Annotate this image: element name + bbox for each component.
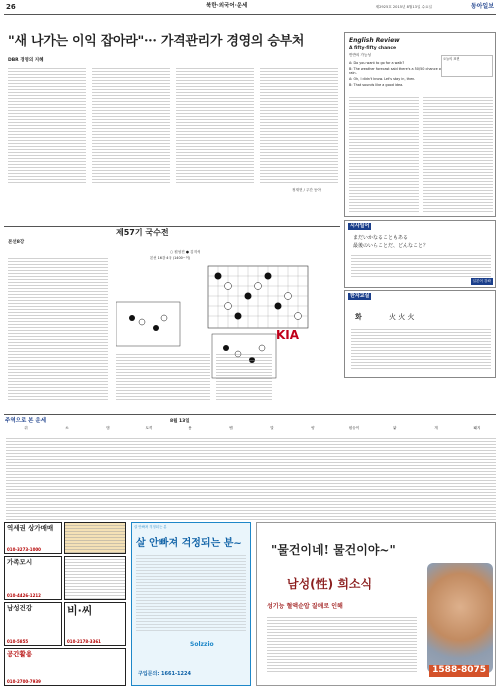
japanese-body [351,253,491,279]
classified-ad[interactable] [64,522,126,554]
diet-ad-brand: Solzzio [190,641,214,648]
horoscope-title: 주역으로 본 운세 [5,418,47,424]
english-review-title: English Review [349,37,400,44]
diet-ad[interactable] [131,522,251,686]
classified-ad[interactable] [64,602,126,646]
go-diagram-commentary-2 [216,352,272,402]
health-ad-photo [427,563,493,673]
hanja-body [351,327,491,371]
classified-ad-phone: 010-5855 [7,638,29,644]
japanese-line: まだいかなることもある [353,235,409,241]
classified-ads [4,522,127,686]
newspaper-brand: 동아일보 [470,3,494,10]
health-ad[interactable] [256,522,496,686]
english-review-subtitle: A fifty-fifty chance [349,46,397,51]
classified-ad-phone: 010-2700-7939 [7,678,41,684]
horoscope-body [6,436,496,521]
health-ad-headline: 남성(性) 희소식 [287,577,373,591]
go-caption: 본선 16강 4국 (1400~이) [150,256,191,260]
english-column-2 [423,95,493,213]
english-review-korean: 반반의 가능성 [349,53,371,57]
horoscope-sign: 닭 [393,426,397,430]
go-commentary [8,256,108,402]
go-diagram-1 [116,302,180,346]
go-section-title: 제57기 국수전 [116,228,169,237]
japanese-lesson-box [344,220,496,288]
article-column-3 [176,66,254,184]
hanja-characters: 火 火 火 [389,313,415,321]
go-main-board [208,266,308,328]
hanja-word: 화 [355,313,362,321]
english-dialog-line: B: That sounds like a good idea. [349,83,404,87]
classified-ad-phone: 010-3273-1000 [7,546,41,552]
kia-logo: KIA [276,328,300,342]
english-note: 오늘의 표현 [441,55,493,77]
hanja-lesson-box [344,290,496,378]
english-dialog-line: B: The weather forecast said there's a 50/50 chance of rain. [349,67,442,76]
hanja-label: 한자교실 [350,293,370,299]
horoscope-sign: 뱀 [229,426,233,430]
diet-ad-top-text: 살 안빠져 걱정되는 분 [134,525,167,529]
health-ad-body [267,615,417,673]
japanese-line: 最後のいらことだ、どんなこと？ [353,243,429,249]
classified-ad[interactable] [64,556,126,600]
go-section-rule [4,226,340,227]
english-dialog-line: A: Oh, I didn't know. Let's stay in, then. [349,77,416,81]
go-players: ○ 원성진 ● 김지석 [170,250,201,254]
diet-ad-body [136,553,246,633]
classified-ad-title: 비·씨 [67,604,93,617]
japanese-footer: 일본어 강좌 [472,279,491,284]
horoscope-sign: 양 [311,426,315,430]
classified-ad[interactable] [4,556,62,600]
diet-ad-phone: 구입문의: 1661-1224 [138,671,191,677]
classified-ad-phone: 010-4426-1212 [7,592,41,598]
page-number: 26 [6,3,16,11]
horoscope-sign: 용 [188,426,192,430]
horoscope-sign: 토끼 [145,426,153,430]
horoscope-sign: 범 [106,426,110,430]
article-byline: 정재현 / 주간 동아 [292,188,321,192]
header-rule [4,14,496,15]
article-headline: "새 나가는 이익 잡아라"··· 가격관리가 경영의 승부처 [8,34,305,49]
go-diagram-commentary [116,352,210,402]
health-ad-phone: 1588-8075 [429,665,489,677]
english-review-box [344,32,496,217]
article-subtitle: DBR 경영의 지혜 [8,58,44,63]
horoscope-sign: 돼지 [473,426,481,430]
classified-ad-title: 가족모시 [7,558,33,566]
horoscope-signs [6,426,496,436]
horoscope-sign: 쥐 [24,426,28,430]
section-title: 북한·외국어·운세 [206,3,248,9]
horoscope-rule [4,414,496,415]
article-column-2 [92,66,170,184]
horoscope-sign: 개 [434,426,438,430]
classified-ad[interactable] [4,522,62,554]
classified-ad[interactable] [4,648,126,686]
go-tag: 본선8강 [8,240,25,245]
diet-ad-headline: 살 안빠져 걱정되는 분~ [136,538,242,549]
english-dialog-line: A: Do you want to go for a walk? [349,61,405,65]
classified-ad-phone: 010-2178-3361 [67,638,101,644]
horoscope-sign: 원숭이 [348,426,360,430]
article-column-1 [8,66,86,184]
classified-ad[interactable] [4,602,62,646]
classified-ad-title: 남성건강 [7,604,33,612]
horoscope-sign: 말 [270,426,274,430]
japanese-label: 시사일어 [350,223,370,229]
classified-ad-title: 공간활용 [7,650,33,658]
health-ad-quote: "물건이네! 물건이야~" [271,543,396,557]
issue-date: 제2925호 2015년 8월13일 수요일 [375,5,432,9]
health-ad-subheadline: 성기능 혈액순압 질애로 인해 [267,603,343,610]
horoscope-date: 8월 13일 [170,419,190,424]
article-column-4 [260,66,338,184]
english-column-1 [349,95,419,213]
classified-ad-title: 역세권 상가매매 [7,524,54,532]
horoscope-sign: 소 [65,426,69,430]
